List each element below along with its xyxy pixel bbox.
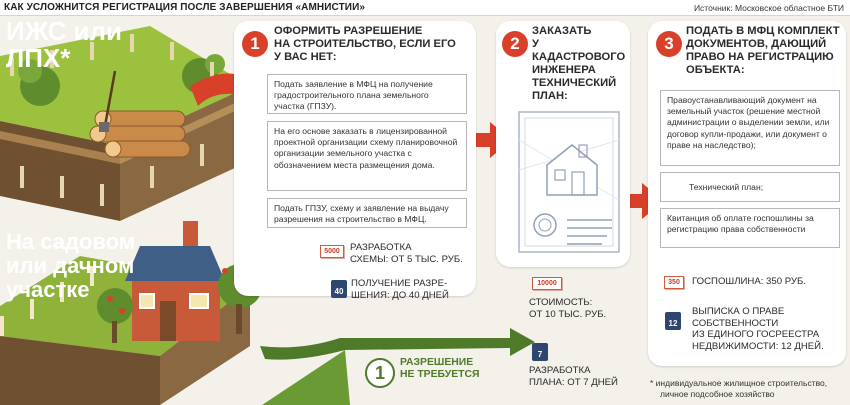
- permission-text-line1: РАЗРЕШЕНИЕ: [400, 357, 474, 368]
- step2-cost: [529, 297, 641, 320]
- step1-cost-line2: СХЕМЫ: ОТ 5 ТЫС. РУБ.: [350, 253, 463, 265]
- garden-title-line2: или дачном: [6, 252, 135, 278]
- source-text: Источник: Московское областное БТИ: [693, 3, 844, 13]
- step3-box-1: Правоустанавливающий документ на земельный участок (решение местной администрации о выделении земли, или договор купли-продажи, или документ о праве на наследство);: [660, 90, 840, 166]
- money-icon: 10000: [532, 277, 562, 290]
- step3-box-2: Технический план;: [660, 172, 840, 202]
- step3-fee: ГОСПОШЛИНА: 350 РУБ.: [692, 276, 806, 287]
- step1-box-3: Подать ГПЗУ, схему и заявление на выдачу разрешения на строительство в МФЦ.: [267, 198, 467, 228]
- step2-heading-line5: ПЛАН:: [532, 89, 568, 102]
- izhs-title-line1: ИЖС или: [6, 16, 123, 46]
- step1-time-line2: ШЕНИЯ: ДО 40 ДНЕЙ: [351, 289, 449, 301]
- step2-cost-line2: ОТ 10 ТЫС. РУБ.: [529, 308, 607, 320]
- garden-title-line3: участке: [6, 276, 90, 302]
- step2-heading-line2: У КАДАСТРОВОГО: [532, 37, 626, 63]
- step3-time-line1: ВЫПИСКА О ПРАВЕ: [692, 306, 785, 317]
- money-icon: 350: [664, 276, 684, 289]
- step2-heading-line4: ТЕХНИЧЕСКИЙ: [532, 76, 617, 89]
- step2-time-line2: ПЛАНА: ОТ 7 ДНЕЙ: [529, 376, 618, 388]
- step1-cost: [350, 242, 474, 265]
- footnote-line2: личное подсобное хозяйство: [660, 388, 775, 399]
- step3-number: 3: [656, 31, 682, 57]
- izhs-title-line2: ЛПХ*: [6, 42, 71, 73]
- step3-box-3: Квитанция об оплате госпошлины за регистрацию права собственности: [660, 208, 840, 248]
- step3-time-line3: ИЗ ЕДИНОГО ГОСРЕЕСТРА: [692, 329, 820, 341]
- page-title: КАК УСЛОЖНИТСЯ РЕГИСТРАЦИЯ ПОСЛЕ ЗАВЕРШЕНИЯ «АМНИСТИИ»: [4, 2, 366, 13]
- step2-heading-line1: ЗАКАЗАТЬ: [532, 25, 592, 37]
- step2-time-line1: РАЗРАБОТКА: [529, 365, 591, 376]
- step1-number: 1: [242, 31, 268, 57]
- footnote: [650, 378, 848, 399]
- step3-time-line4: НЕДВИЖИМОСТИ: 12 ДНЕЙ.: [692, 341, 824, 353]
- step3-heading-line3: ПРАВО НА РЕГИСТРАЦИЮ: [686, 50, 834, 63]
- step1-box-1: Подать заявление в МФЦ на получение градостроительного плана земельного участка (ГПЗУ).: [267, 74, 467, 114]
- footnote-line1: * индивидуальное жилищное строительство,: [650, 378, 828, 388]
- step3-heading-line2: ДОКУМЕНТОВ, ДАЮЩИЙ: [686, 37, 827, 50]
- step2-heading: [532, 25, 628, 103]
- calendar-icon: 12: [665, 312, 681, 330]
- calendar-icon: 7: [532, 343, 548, 361]
- garden-title-line1: На садовом: [6, 229, 136, 254]
- step2-time: [529, 365, 647, 388]
- step1-cost-line1: РАЗРАБОТКА: [350, 242, 412, 253]
- step1-heading-line2: НА СТРОИТЕЛЬСТВО, ЕСЛИ ЕГО: [274, 37, 456, 50]
- technical-plan-icon: [517, 110, 623, 255]
- step1-time: [351, 278, 475, 301]
- permission-not-required: [400, 357, 496, 382]
- step3-heading-line4: ОБЪЕКТА:: [686, 63, 745, 76]
- step1-time-line1: ПОЛУЧЕНИЕ РАЗРЕ-: [351, 278, 448, 289]
- money-icon: 5000: [320, 245, 344, 258]
- bottom-step-number: 1: [365, 358, 395, 388]
- step2-number: 2: [502, 31, 528, 57]
- calendar-icon: 40: [331, 280, 347, 298]
- step2-heading-line3: ИНЖЕНЕРА: [532, 63, 596, 76]
- step2-cost-line1: СТОИМОСТЬ:: [529, 297, 593, 308]
- step3-time-line2: СОБСТВЕННОСТИ: [692, 317, 779, 329]
- step3-time: [692, 306, 842, 353]
- step3-heading-line1: ПОДАТЬ В МФЦ КОМПЛЕКТ: [686, 25, 840, 37]
- step1-box-2: На его основе заказать в лицензированной проектной организации схему планировочной организации земельного участка с обозначением места размещения дома.: [267, 121, 467, 191]
- step1-heading: [274, 25, 474, 64]
- permission-text-line2: НЕ ТРЕБУЕТСЯ: [400, 369, 480, 381]
- step1-heading-line3: У ВАС НЕТ:: [274, 50, 337, 63]
- step1-heading-line1: ОФОРМИТЬ РАЗРЕШЕНИЕ: [274, 25, 423, 37]
- step3-heading: [686, 25, 846, 77]
- arrow-garden-route: [260, 328, 535, 360]
